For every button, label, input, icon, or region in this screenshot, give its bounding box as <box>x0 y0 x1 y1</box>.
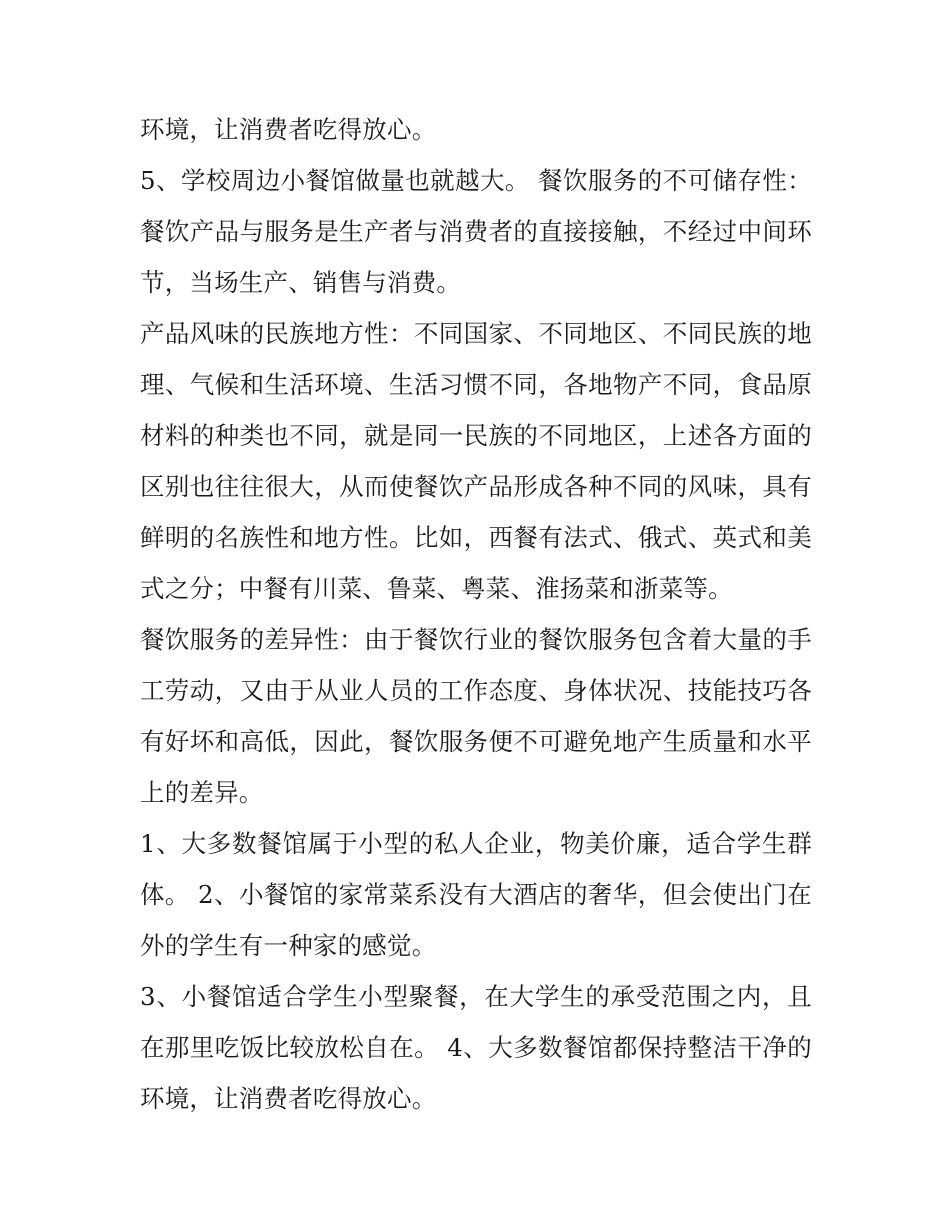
paragraph-continuation: 环境，让消费者吃得放心。 <box>140 115 437 144</box>
paragraph-flavor: 产品风味的民族地方性：不同国家、不同地区、不同民族的地理、气候和生活环境、生活习惯不同，各地物产不同，食品原材料的种类也不同，就是同一民族的不同地区，上述各方面的区别也往往很大，从而使餐饮产品形成各种不同的风味，具有鲜明的名族性和地方性。比如，西餐有法式、俄式、英式和美式之分；中餐有川菜、鲁菜、粤菜、淮扬菜和浙菜等。 <box>140 319 812 603</box>
paragraph-advantages-1-2: 1、大多数餐馆属于小型的私人企业，物美价廉，适合学生群体。 2、小餐馆的家常菜系没有大酒店的奢华，但会使出门在外的学生有一种家的感觉。 <box>140 829 812 960</box>
paragraph-difference: 餐饮服务的差异性：由于餐饮行业的餐饮服务包含着大量的手工劳动，又由于从业人员的工作态度、身体状况、技能技巧各有好坏和高低，因此，餐饮服务便不可避免地产生质量和水平上的差异。 <box>140 625 812 807</box>
paragraph-advantages-3-4: 3、小餐馆适合学生小型聚餐，在大学生的承受范围之内，且在那里吃饭比较放松自在。 4、大多数餐馆都保持整洁干净的环境，让消费者吃得放心。 <box>140 982 812 1113</box>
paragraph-storage: 5、学校周边小餐馆做量也就越大。 餐饮服务的不可储存性：餐饮产品与服务是生产者与消费者的直接接触，不经过中间环节，当场生产、销售与消费。 <box>140 166 812 297</box>
